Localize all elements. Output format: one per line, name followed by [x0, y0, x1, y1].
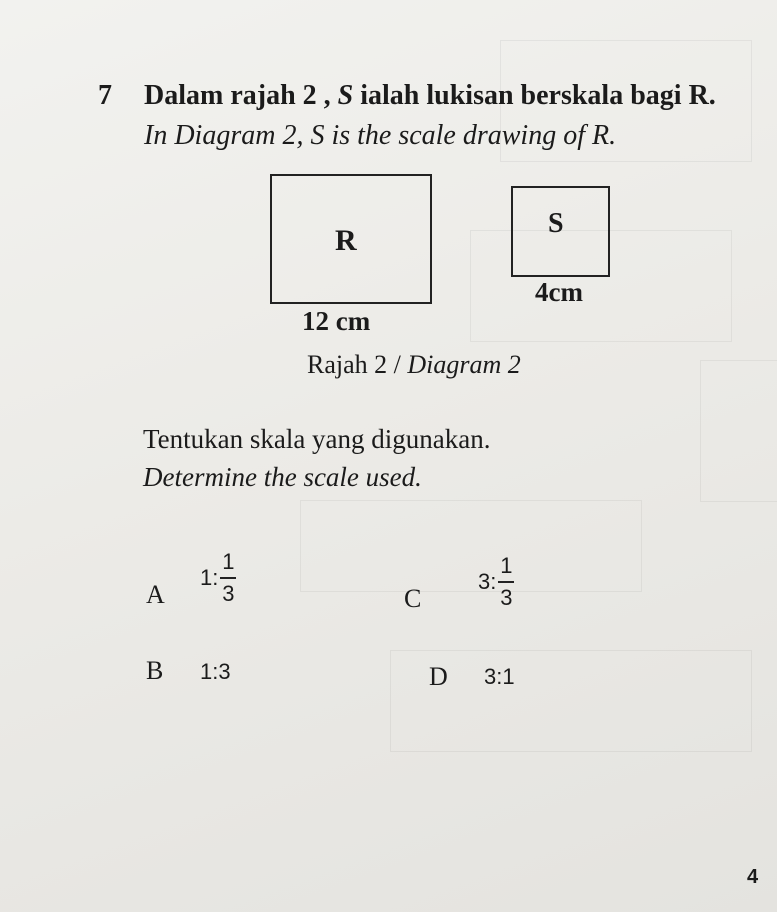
option-c-fraction: $\frac{1}{3}$	[500, 553, 513, 610]
square-r-label: R	[335, 224, 357, 257]
diagram-caption: Rajah 2 / Diagram 2	[307, 350, 521, 379]
option-d-value[interactable]: 3:1	[484, 664, 515, 689]
option-b-letter[interactable]: B	[146, 656, 164, 685]
option-b-value[interactable]: 1:3	[200, 659, 231, 684]
background-ghost-box	[700, 360, 777, 502]
question-text-malay: Dalam rajah 2 , S ialah lukisan berskala bagi R.	[144, 80, 716, 111]
instruction-english: Determine the scale used.	[143, 462, 422, 492]
question-number: 7	[98, 80, 112, 111]
question-text-english: In Diagram 2, S is the scale drawing of R.	[144, 120, 617, 151]
option-d-letter[interactable]: D	[429, 662, 448, 691]
background-ghost-box	[300, 500, 642, 592]
option-c-letter[interactable]: C	[404, 584, 422, 613]
square-s-label: S	[548, 208, 564, 239]
option-a-fraction: $\frac{1}{3}$	[222, 549, 235, 606]
option-a-letter[interactable]: A	[146, 580, 165, 609]
square-r-dimension: 12 cm	[302, 306, 371, 336]
option-a-value[interactable]: 1: $\frac{1}{3}$	[200, 549, 235, 606]
instruction-malay: Tentukan skala yang digunakan.	[143, 424, 491, 454]
option-c-value[interactable]: 3: $\frac{1}{3}$	[478, 553, 513, 610]
page-number: 4	[747, 866, 759, 888]
square-s-dimension: 4cm	[535, 277, 583, 307]
